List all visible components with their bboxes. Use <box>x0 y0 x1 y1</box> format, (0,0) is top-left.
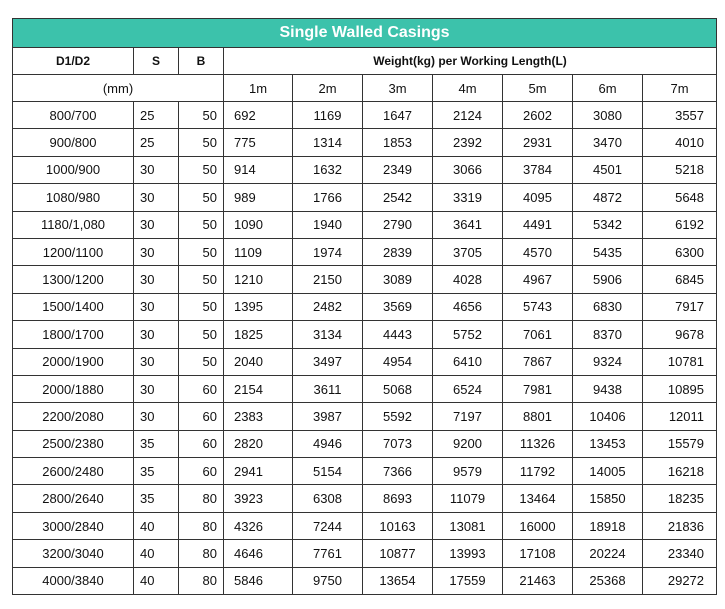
cell-s: 30 <box>134 156 179 183</box>
cell-weight-3m: 7366 <box>363 458 433 485</box>
table-row <box>13 321 717 348</box>
cell-weight-4m: 2124 <box>433 102 503 129</box>
cell-weight-5m: 2931 <box>503 129 573 156</box>
cell-weight-3m: 8693 <box>363 485 433 512</box>
casings-table-container <box>12 18 716 595</box>
cell-weight-6m: 9438 <box>573 375 643 402</box>
cell-weight-6m: 15850 <box>573 485 643 512</box>
cell-weight-3m: 10877 <box>363 540 433 567</box>
cell-weight-7m: 15579 <box>643 430 717 457</box>
title-row <box>13 19 717 48</box>
cell-b: 50 <box>179 156 224 183</box>
cell-weight-4m: 13081 <box>433 512 503 539</box>
cell-weight-7m: 6192 <box>643 211 717 238</box>
cell-weight-2m: 5154 <box>293 458 363 485</box>
cell-s: 30 <box>134 293 179 320</box>
header-length-5m: 5m <box>503 75 573 102</box>
cell-weight-3m: 4954 <box>363 348 433 375</box>
cell-d1-d2: 1180/1,080 <box>13 211 134 238</box>
cell-weight-4m: 6524 <box>433 375 503 402</box>
table-row <box>13 567 717 594</box>
cell-weight-5m: 17108 <box>503 540 573 567</box>
cell-weight-7m: 5218 <box>643 156 717 183</box>
table-row <box>13 485 717 512</box>
cell-weight-2m: 3611 <box>293 375 363 402</box>
table-row <box>13 102 717 129</box>
cell-b: 80 <box>179 567 224 594</box>
cell-weight-6m: 13453 <box>573 430 643 457</box>
cell-b: 80 <box>179 512 224 539</box>
cell-weight-7m: 7917 <box>643 293 717 320</box>
table-row <box>13 375 717 402</box>
cell-weight-2m: 1632 <box>293 156 363 183</box>
cell-s: 30 <box>134 211 179 238</box>
cell-weight-2m: 1940 <box>293 211 363 238</box>
cell-s: 30 <box>134 375 179 402</box>
cell-weight-1m: 775 <box>224 129 293 156</box>
cell-weight-1m: 2154 <box>224 375 293 402</box>
cell-weight-1m: 2040 <box>224 348 293 375</box>
header-length-1m: 1m <box>224 75 293 102</box>
casings-table <box>12 18 717 595</box>
header-unit: (mm) <box>13 75 224 102</box>
cell-weight-4m: 9200 <box>433 430 503 457</box>
table-row <box>13 129 717 156</box>
cell-weight-6m: 18918 <box>573 512 643 539</box>
cell-weight-7m: 3557 <box>643 102 717 129</box>
cell-weight-7m: 12011 <box>643 403 717 430</box>
cell-weight-1m: 1210 <box>224 266 293 293</box>
table-row <box>13 430 717 457</box>
cell-weight-7m: 10781 <box>643 348 717 375</box>
cell-weight-4m: 11079 <box>433 485 503 512</box>
table-row <box>13 512 717 539</box>
cell-s: 30 <box>134 403 179 430</box>
cell-s: 40 <box>134 567 179 594</box>
table-row <box>13 293 717 320</box>
cell-weight-4m: 3641 <box>433 211 503 238</box>
cell-b: 50 <box>179 211 224 238</box>
cell-weight-3m: 10163 <box>363 512 433 539</box>
cell-weight-4m: 3319 <box>433 184 503 211</box>
cell-d1-d2: 2200/2080 <box>13 403 134 430</box>
cell-weight-7m: 9678 <box>643 321 717 348</box>
table-row <box>13 403 717 430</box>
table-row <box>13 458 717 485</box>
header-length-6m: 6m <box>573 75 643 102</box>
cell-weight-1m: 3923 <box>224 485 293 512</box>
cell-weight-5m: 7061 <box>503 321 573 348</box>
table-row <box>13 184 717 211</box>
cell-d1-d2: 800/700 <box>13 102 134 129</box>
cell-weight-2m: 1314 <box>293 129 363 156</box>
table-row <box>13 348 717 375</box>
cell-d1-d2: 3000/2840 <box>13 512 134 539</box>
cell-weight-5m: 4095 <box>503 184 573 211</box>
header-b: B <box>179 48 224 75</box>
cell-weight-2m: 1974 <box>293 238 363 265</box>
cell-weight-4m: 4028 <box>433 266 503 293</box>
table-row <box>13 211 717 238</box>
cell-weight-6m: 9324 <box>573 348 643 375</box>
header-length-4m: 4m <box>433 75 503 102</box>
cell-s: 30 <box>134 266 179 293</box>
cell-weight-7m: 6300 <box>643 238 717 265</box>
unit-row <box>13 75 717 102</box>
cell-weight-6m: 8370 <box>573 321 643 348</box>
cell-weight-3m: 3089 <box>363 266 433 293</box>
cell-s: 40 <box>134 512 179 539</box>
cell-weight-2m: 3497 <box>293 348 363 375</box>
cell-weight-5m: 5743 <box>503 293 573 320</box>
cell-b: 80 <box>179 540 224 567</box>
cell-weight-3m: 2790 <box>363 211 433 238</box>
cell-d1-d2: 2000/1880 <box>13 375 134 402</box>
cell-s: 35 <box>134 430 179 457</box>
cell-weight-2m: 3987 <box>293 403 363 430</box>
cell-weight-3m: 13654 <box>363 567 433 594</box>
cell-weight-7m: 29272 <box>643 567 717 594</box>
cell-d1-d2: 1500/1400 <box>13 293 134 320</box>
cell-b: 60 <box>179 375 224 402</box>
cell-weight-1m: 2820 <box>224 430 293 457</box>
cell-weight-7m: 10895 <box>643 375 717 402</box>
cell-weight-4m: 2392 <box>433 129 503 156</box>
cell-weight-6m: 4501 <box>573 156 643 183</box>
cell-weight-6m: 14005 <box>573 458 643 485</box>
cell-weight-1m: 1090 <box>224 211 293 238</box>
cell-s: 30 <box>134 348 179 375</box>
cell-weight-5m: 8801 <box>503 403 573 430</box>
cell-weight-7m: 4010 <box>643 129 717 156</box>
cell-s: 35 <box>134 458 179 485</box>
cell-d1-d2: 3200/3040 <box>13 540 134 567</box>
cell-weight-1m: 4646 <box>224 540 293 567</box>
cell-weight-3m: 4443 <box>363 321 433 348</box>
cell-d1-d2: 2500/2380 <box>13 430 134 457</box>
cell-weight-5m: 2602 <box>503 102 573 129</box>
cell-b: 50 <box>179 321 224 348</box>
cell-weight-4m: 6410 <box>433 348 503 375</box>
cell-weight-1m: 692 <box>224 102 293 129</box>
cell-weight-2m: 3134 <box>293 321 363 348</box>
cell-d1-d2: 1800/1700 <box>13 321 134 348</box>
cell-weight-1m: 2383 <box>224 403 293 430</box>
table-row <box>13 540 717 567</box>
cell-weight-5m: 11792 <box>503 458 573 485</box>
cell-b: 50 <box>179 293 224 320</box>
cell-weight-3m: 1647 <box>363 102 433 129</box>
cell-b: 50 <box>179 102 224 129</box>
cell-weight-1m: 1395 <box>224 293 293 320</box>
cell-s: 25 <box>134 129 179 156</box>
cell-weight-6m: 5906 <box>573 266 643 293</box>
cell-weight-3m: 2349 <box>363 156 433 183</box>
cell-weight-4m: 13993 <box>433 540 503 567</box>
cell-weight-6m: 25368 <box>573 567 643 594</box>
cell-weight-5m: 4967 <box>503 266 573 293</box>
cell-weight-4m: 4656 <box>433 293 503 320</box>
cell-weight-5m: 16000 <box>503 512 573 539</box>
cell-weight-6m: 5342 <box>573 211 643 238</box>
cell-weight-4m: 9579 <box>433 458 503 485</box>
cell-d1-d2: 1080/980 <box>13 184 134 211</box>
cell-weight-2m: 7244 <box>293 512 363 539</box>
cell-weight-4m: 3705 <box>433 238 503 265</box>
cell-weight-5m: 7981 <box>503 375 573 402</box>
cell-weight-2m: 4946 <box>293 430 363 457</box>
cell-weight-2m: 1766 <box>293 184 363 211</box>
cell-weight-1m: 5846 <box>224 567 293 594</box>
cell-weight-7m: 18235 <box>643 485 717 512</box>
cell-s: 30 <box>134 238 179 265</box>
cell-weight-7m: 5648 <box>643 184 717 211</box>
cell-b: 50 <box>179 238 224 265</box>
cell-s: 40 <box>134 540 179 567</box>
cell-weight-2m: 1169 <box>293 102 363 129</box>
cell-d1-d2: 1300/1200 <box>13 266 134 293</box>
cell-weight-4m: 3066 <box>433 156 503 183</box>
cell-weight-5m: 3784 <box>503 156 573 183</box>
table-row <box>13 156 717 183</box>
cell-weight-2m: 6308 <box>293 485 363 512</box>
cell-weight-7m: 23340 <box>643 540 717 567</box>
cell-b: 60 <box>179 458 224 485</box>
cell-weight-1m: 1825 <box>224 321 293 348</box>
table-title: Single Walled Casings <box>13 19 717 48</box>
cell-b: 50 <box>179 348 224 375</box>
cell-weight-5m: 21463 <box>503 567 573 594</box>
cell-b: 60 <box>179 430 224 457</box>
cell-weight-2m: 9750 <box>293 567 363 594</box>
cell-s: 30 <box>134 184 179 211</box>
cell-weight-6m: 10406 <box>573 403 643 430</box>
cell-weight-4m: 17559 <box>433 567 503 594</box>
cell-weight-6m: 20224 <box>573 540 643 567</box>
cell-weight-3m: 2839 <box>363 238 433 265</box>
header-s: S <box>134 48 179 75</box>
cell-b: 60 <box>179 403 224 430</box>
cell-weight-1m: 1109 <box>224 238 293 265</box>
table-row <box>13 238 717 265</box>
cell-weight-7m: 6845 <box>643 266 717 293</box>
header-d1-d2: D1/D2 <box>13 48 134 75</box>
cell-weight-3m: 2542 <box>363 184 433 211</box>
cell-weight-4m: 5752 <box>433 321 503 348</box>
cell-weight-7m: 21836 <box>643 512 717 539</box>
cell-weight-2m: 7761 <box>293 540 363 567</box>
cell-d1-d2: 2600/2480 <box>13 458 134 485</box>
cell-weight-5m: 13464 <box>503 485 573 512</box>
cell-s: 35 <box>134 485 179 512</box>
table-row <box>13 266 717 293</box>
header-length-7m: 7m <box>643 75 717 102</box>
cell-weight-2m: 2150 <box>293 266 363 293</box>
cell-b: 50 <box>179 184 224 211</box>
header-row <box>13 48 717 75</box>
cell-b: 50 <box>179 129 224 156</box>
cell-weight-1m: 914 <box>224 156 293 183</box>
cell-b: 80 <box>179 485 224 512</box>
cell-d1-d2: 2000/1900 <box>13 348 134 375</box>
cell-weight-5m: 7867 <box>503 348 573 375</box>
cell-weight-6m: 3470 <box>573 129 643 156</box>
cell-weight-6m: 4872 <box>573 184 643 211</box>
cell-weight-3m: 3569 <box>363 293 433 320</box>
cell-weight-3m: 5592 <box>363 403 433 430</box>
cell-d1-d2: 1200/1100 <box>13 238 134 265</box>
cell-weight-1m: 989 <box>224 184 293 211</box>
cell-weight-6m: 3080 <box>573 102 643 129</box>
cell-weight-3m: 1853 <box>363 129 433 156</box>
cell-weight-1m: 4326 <box>224 512 293 539</box>
header-length-2m: 2m <box>293 75 363 102</box>
cell-weight-3m: 7073 <box>363 430 433 457</box>
header-weight: Weight(kg) per Working Length(L) <box>224 48 717 75</box>
cell-weight-3m: 5068 <box>363 375 433 402</box>
header-length-3m: 3m <box>363 75 433 102</box>
cell-weight-5m: 4570 <box>503 238 573 265</box>
cell-weight-5m: 4491 <box>503 211 573 238</box>
cell-weight-4m: 7197 <box>433 403 503 430</box>
cell-weight-2m: 2482 <box>293 293 363 320</box>
cell-d1-d2: 2800/2640 <box>13 485 134 512</box>
cell-weight-5m: 11326 <box>503 430 573 457</box>
table-body <box>13 102 717 595</box>
cell-weight-1m: 2941 <box>224 458 293 485</box>
cell-s: 30 <box>134 321 179 348</box>
cell-d1-d2: 900/800 <box>13 129 134 156</box>
cell-weight-7m: 16218 <box>643 458 717 485</box>
cell-d1-d2: 4000/3840 <box>13 567 134 594</box>
cell-weight-6m: 6830 <box>573 293 643 320</box>
cell-s: 25 <box>134 102 179 129</box>
cell-weight-6m: 5435 <box>573 238 643 265</box>
cell-d1-d2: 1000/900 <box>13 156 134 183</box>
cell-b: 50 <box>179 266 224 293</box>
